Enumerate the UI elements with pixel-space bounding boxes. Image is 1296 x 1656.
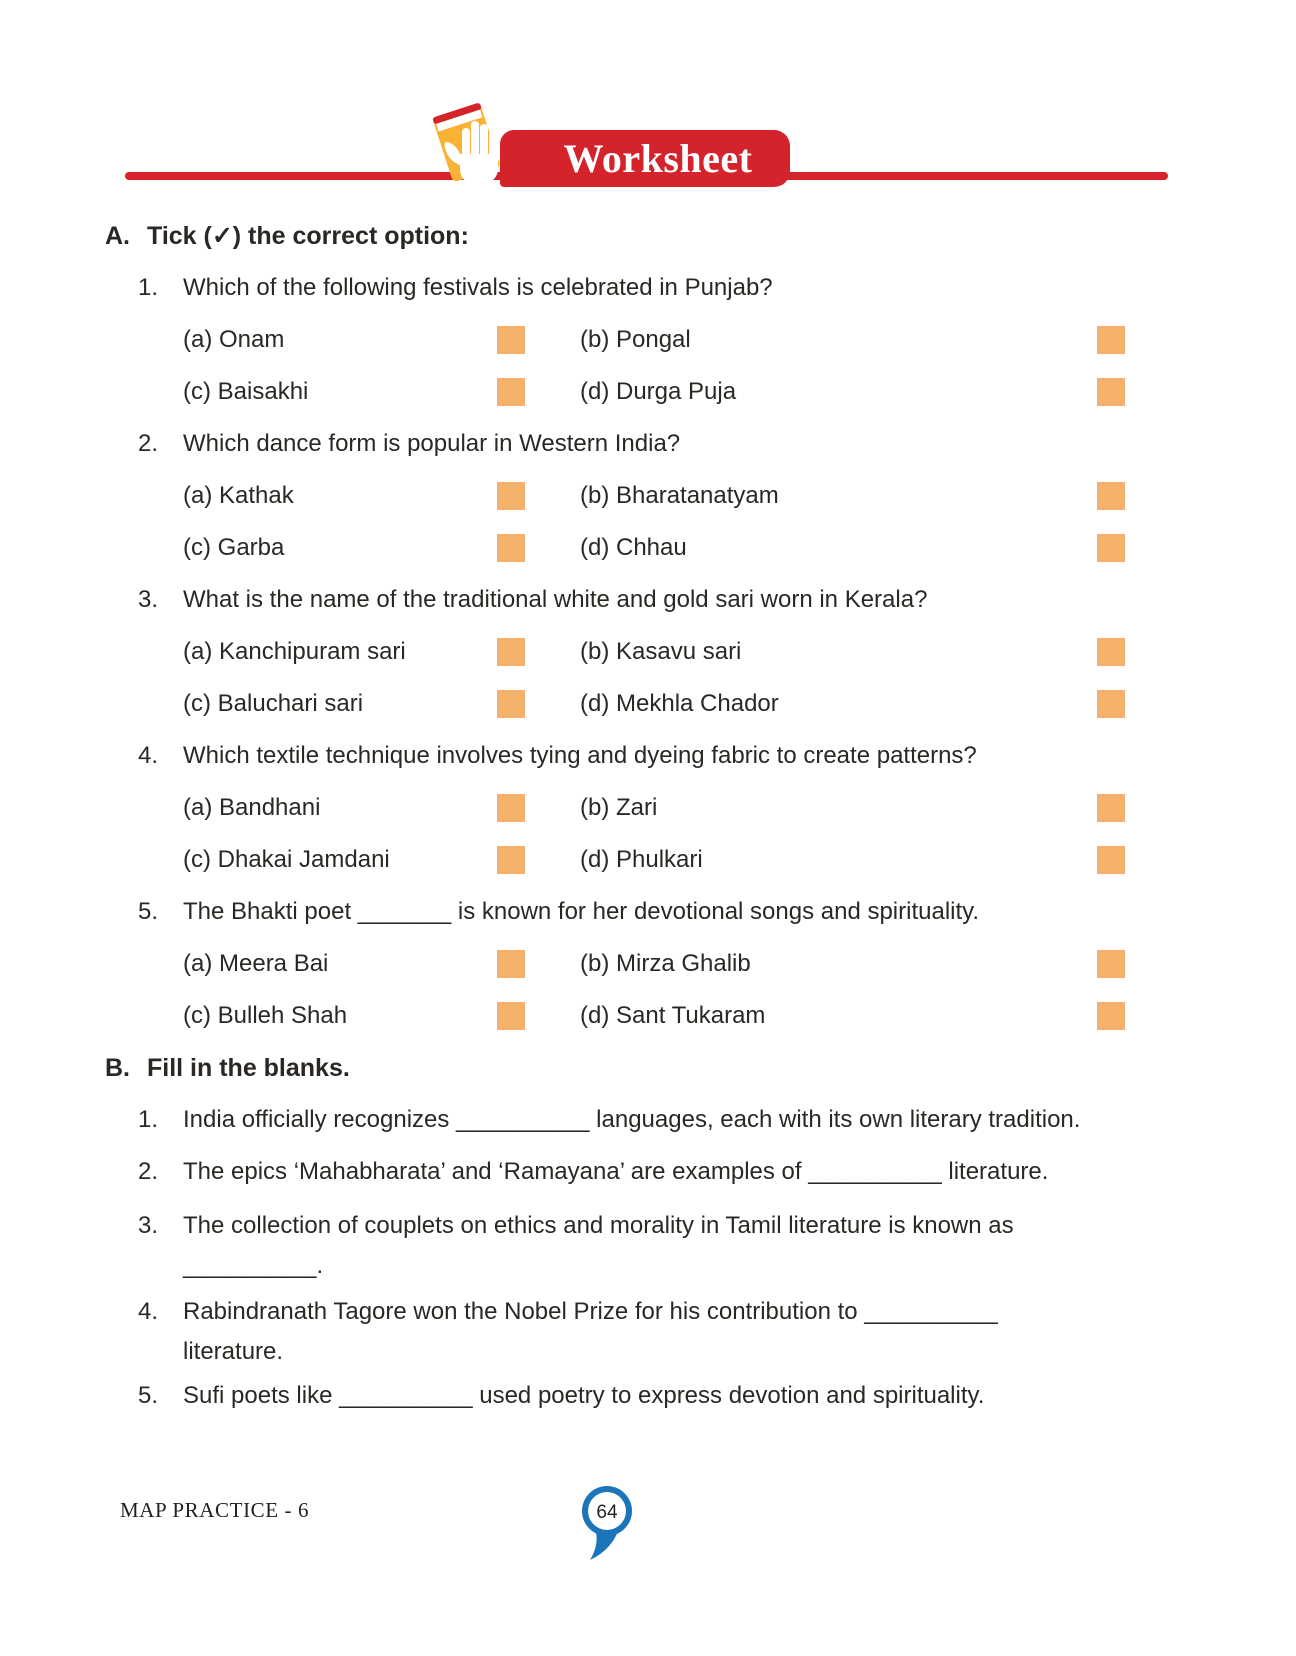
option-d: (d) Mekhla Chador [580,690,779,717]
fill-blank-text: Sufi poets like __________ used poetry to express devotion and spirituality. [183,1382,985,1409]
answer-checkbox[interactable] [1097,534,1125,562]
option-row [183,938,1125,990]
option-b: (b) Zari [580,794,658,821]
question-block [105,886,1191,1042]
question-line [105,886,1191,938]
answer-checkbox[interactable] [497,638,525,666]
answer-checkbox[interactable] [1097,794,1125,822]
option-c: (c) Garba [183,534,285,561]
option-a: (a) Onam [183,326,285,353]
fill-blank-item [105,1370,1191,1422]
question-text: Which of the following festivals is celebrated in Punjab? [183,274,773,301]
question-block [105,730,1191,886]
answer-checkbox[interactable] [1097,1002,1125,1030]
answer-checkbox[interactable] [497,950,525,978]
option-row [183,314,1125,366]
question-number: 4. [138,742,159,769]
page-number-badge [578,1484,636,1562]
option-b: (b) Pongal [580,326,691,353]
item-number: 4. [138,1298,159,1325]
answer-checkbox[interactable] [497,794,525,822]
question-number: 5. [138,898,159,925]
question-block [105,418,1191,574]
item-number: 3. [138,1212,159,1239]
section-a-label: A. [105,221,130,250]
answer-checkbox[interactable] [497,482,525,510]
fill-blank-line: __________. [183,1252,324,1279]
worksheet-banner [500,130,790,187]
answer-checkbox[interactable] [1097,846,1125,874]
option-c: (c) Bulleh Shah [183,1002,348,1029]
page-header [0,0,1296,210]
fill-blank-item [105,1284,1191,1370]
section-a-title: Tick (✓) the correct option: [147,222,469,250]
page-number: 64 [596,1502,618,1523]
answer-checkbox[interactable] [497,1002,525,1030]
answer-checkbox[interactable] [497,846,525,874]
page-title: Worksheet [563,136,753,181]
question-text: What is the name of the traditional white and gold sari worn in Kerala? [183,586,928,613]
question-text: Which dance form is popular in Western India? [183,430,681,457]
fill-blank-text [183,1292,998,1372]
answer-checkbox[interactable] [1097,378,1125,406]
question-number: 3. [138,586,159,613]
question-line [105,418,1191,470]
answer-checkbox[interactable] [1097,950,1125,978]
footer-book-label: MAP PRACTICE - 6 [120,1498,310,1522]
question-number: 1. [138,274,159,301]
question-block [105,574,1191,730]
question-block [105,262,1191,418]
fill-blank-text: The epics ‘Mahabharata’ and ‘Ramayana’ are examples of __________ literature. [183,1158,1049,1185]
item-number: 5. [138,1382,159,1409]
option-row [183,522,1125,574]
answer-checkbox[interactable] [497,690,525,718]
option-c: (c) Baluchari sari [183,690,364,717]
question-text: Which textile technique involves tying and dyeing fabric to create patterns? [183,742,977,769]
option-row [183,678,1125,730]
option-d: (d) Phulkari [580,846,703,873]
option-a: (a) Bandhani [183,794,321,821]
question-line [105,730,1191,782]
option-row [183,782,1125,834]
option-d: (d) Sant Tukaram [580,1002,766,1029]
question-number: 2. [138,430,159,457]
fill-blank-line: The collection of couplets on ethics and morality in Tamil literature is known as [183,1212,1014,1239]
option-b: (b) Bharatanatyam [580,482,779,509]
section-b-label: B. [105,1053,130,1082]
question-text: The Bhakti poet _______ is known for her devotional songs and spirituality. [183,898,980,925]
fill-blank-text [183,1206,1014,1286]
item-number: 2. [138,1158,159,1185]
option-b: (b) Mirza Ghalib [580,950,751,977]
fill-blank-text: India officially recognizes __________ languages, each with its own literary tradition. [183,1106,1081,1133]
question-line [105,262,1191,314]
fill-blank-item [105,1146,1191,1198]
fill-blank-line: literature. [183,1338,284,1365]
option-row [183,470,1125,522]
answer-checkbox[interactable] [1097,638,1125,666]
answer-checkbox[interactable] [497,534,525,562]
hand-with-notebook-icon [424,94,516,190]
section-a-heading [105,210,1191,262]
option-b: (b) Kasavu sari [580,638,742,665]
question-line [105,574,1191,626]
option-c: (c) Dhakai Jamdani [183,846,390,873]
answer-checkbox[interactable] [1097,326,1125,354]
fill-blank-line: Rabindranath Tagore won the Nobel Prize for his contribution to __________ [183,1298,998,1325]
option-row [183,626,1125,678]
answer-checkbox[interactable] [497,326,525,354]
answer-checkbox[interactable] [497,378,525,406]
option-row [183,834,1125,886]
section-b-heading [105,1042,1191,1094]
option-d: (d) Durga Puja [580,378,737,405]
option-row [183,990,1125,1042]
item-number: 1. [138,1106,159,1133]
fill-blank-item [105,1094,1191,1146]
answer-checkbox[interactable] [1097,690,1125,718]
option-row [183,366,1125,418]
answer-checkbox[interactable] [1097,482,1125,510]
option-c: (c) Baisakhi [183,378,309,405]
option-a: (a) Kathak [183,482,294,509]
option-d: (d) Chhau [580,534,687,561]
fill-blank-item [105,1198,1191,1284]
worksheet-body [105,210,1191,1422]
section-b-title: Fill in the blanks. [147,1053,350,1082]
option-a: (a) Meera Bai [183,950,329,977]
option-a: (a) Kanchipuram sari [183,638,406,665]
